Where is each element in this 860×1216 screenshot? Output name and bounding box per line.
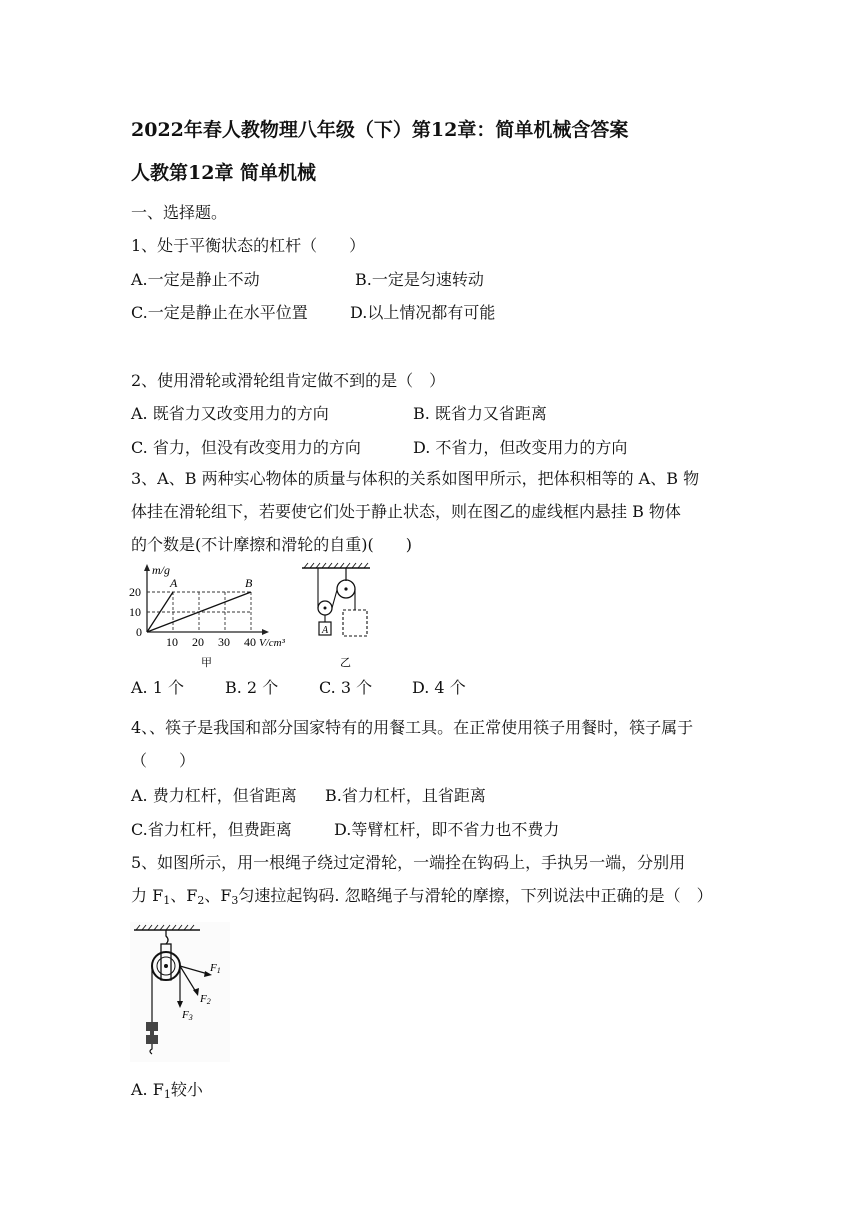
q5-stem-line1: 5、如图所示，用一根绳子绕过定滑轮，一端拴在钩码上，手执另一端，分别用	[131, 853, 686, 872]
q2-option-a: A. 既省力又改变用力的方向	[131, 404, 329, 423]
q1-option-d: D.以上情况都有可能	[350, 303, 496, 322]
q3-stem-line3: 的个数是(不计摩擦和滑轮的自重)( )	[131, 535, 412, 554]
q3-figure-yi-pulleys	[298, 560, 378, 670]
graph-ytick-10: 10	[129, 605, 141, 619]
force-label-f3: F3	[182, 1009, 193, 1022]
graph-ylabel: m/g	[152, 563, 170, 577]
document-subtitle: 人教第12章 简单机械	[131, 162, 317, 184]
graph-label-b: B	[245, 576, 253, 590]
q2-stem: 2、使用滑轮或滑轮组肯定做不到的是（ ）	[131, 371, 446, 390]
graph-xtick-30: 30	[218, 635, 230, 649]
graph-label-a: A	[170, 576, 178, 590]
q2-option-b: B. 既省力又省距离	[413, 404, 547, 423]
dashed-frame	[343, 610, 367, 636]
force-label-f2: F2	[200, 993, 211, 1006]
q2-option-d: D. 不省力，但改变用力的方向	[413, 438, 628, 457]
graph-xtick-40: 40	[244, 635, 256, 649]
q5-figure-pulley	[130, 922, 230, 1062]
block-a-label: A	[322, 625, 329, 636]
q4-option-d: D.等臂杠杆，即不省力也不费力	[334, 820, 560, 839]
hook-weight-1	[146, 1022, 158, 1031]
graph-ytick-0: 0	[136, 625, 142, 639]
q4-option-c: C.省力杠杆，但费距离	[131, 820, 292, 839]
graph-ytick-20: 20	[129, 585, 141, 599]
q5-option-a: A. $F_1$较小	[131, 1080, 203, 1101]
q3-option-d: D. 4 个	[412, 678, 466, 697]
graph-caption: 甲	[201, 657, 212, 669]
q1-stem: 1、处于平衡状态的杠杆（ ）	[131, 236, 366, 255]
q3-figure-jia-graph	[125, 560, 285, 670]
document-title: 2022年春人教物理八年级（下）第12章：简单机械含答案	[131, 119, 629, 141]
graph-xtick-20: 20	[192, 635, 204, 649]
hook-weight-2	[146, 1035, 158, 1044]
graph-xlabel: V/cm³	[259, 637, 285, 649]
force-label-f1: F1	[210, 962, 221, 975]
q3-option-b: B. 2 个	[225, 678, 279, 697]
q4-stem-line1: 4、、筷子是我国和部分国家特有的用餐工具。在正常使用筷子用餐时，筷子属于	[131, 718, 694, 737]
q4-option-a: A. 费力杠杆，但省距离	[131, 786, 297, 805]
q4-stem-line2: （ ）	[131, 751, 196, 770]
q3-stem-line2: 体挂在滑轮组下，若要使它们处于静止状态，则在图乙的虚线框内悬挂 B 物体	[131, 502, 681, 521]
q1-option-b: B.一定是匀速转动	[355, 270, 484, 289]
section-heading: 一、选择题。	[131, 203, 228, 222]
q1-option-a: A.一定是静止不动	[131, 270, 260, 289]
graph-xtick-10: 10	[166, 635, 178, 649]
q3-option-c: C. 3 个	[319, 678, 373, 697]
pulley-caption: 乙	[340, 657, 351, 669]
q3-option-a: A. 1 个	[131, 678, 184, 697]
q1-option-c: C.一定是静止在水平位置	[131, 303, 308, 322]
q4-option-b: B.省力杠杆，且省距离	[325, 786, 486, 805]
q5-stem-line2: 力 $F_1$、$F_2$、$F_3$匀速拉起钩码. 忽略绳子与滑轮的摩擦，下列说法中正确的是（ ）	[131, 886, 713, 907]
q2-option-c: C. 省力，但没有改变用力的方向	[131, 438, 361, 457]
q3-stem-line1: 3、A、B 两种实心物体的质量与体积的关系如图甲所示，把体积相等的 A、B 物	[131, 469, 700, 488]
